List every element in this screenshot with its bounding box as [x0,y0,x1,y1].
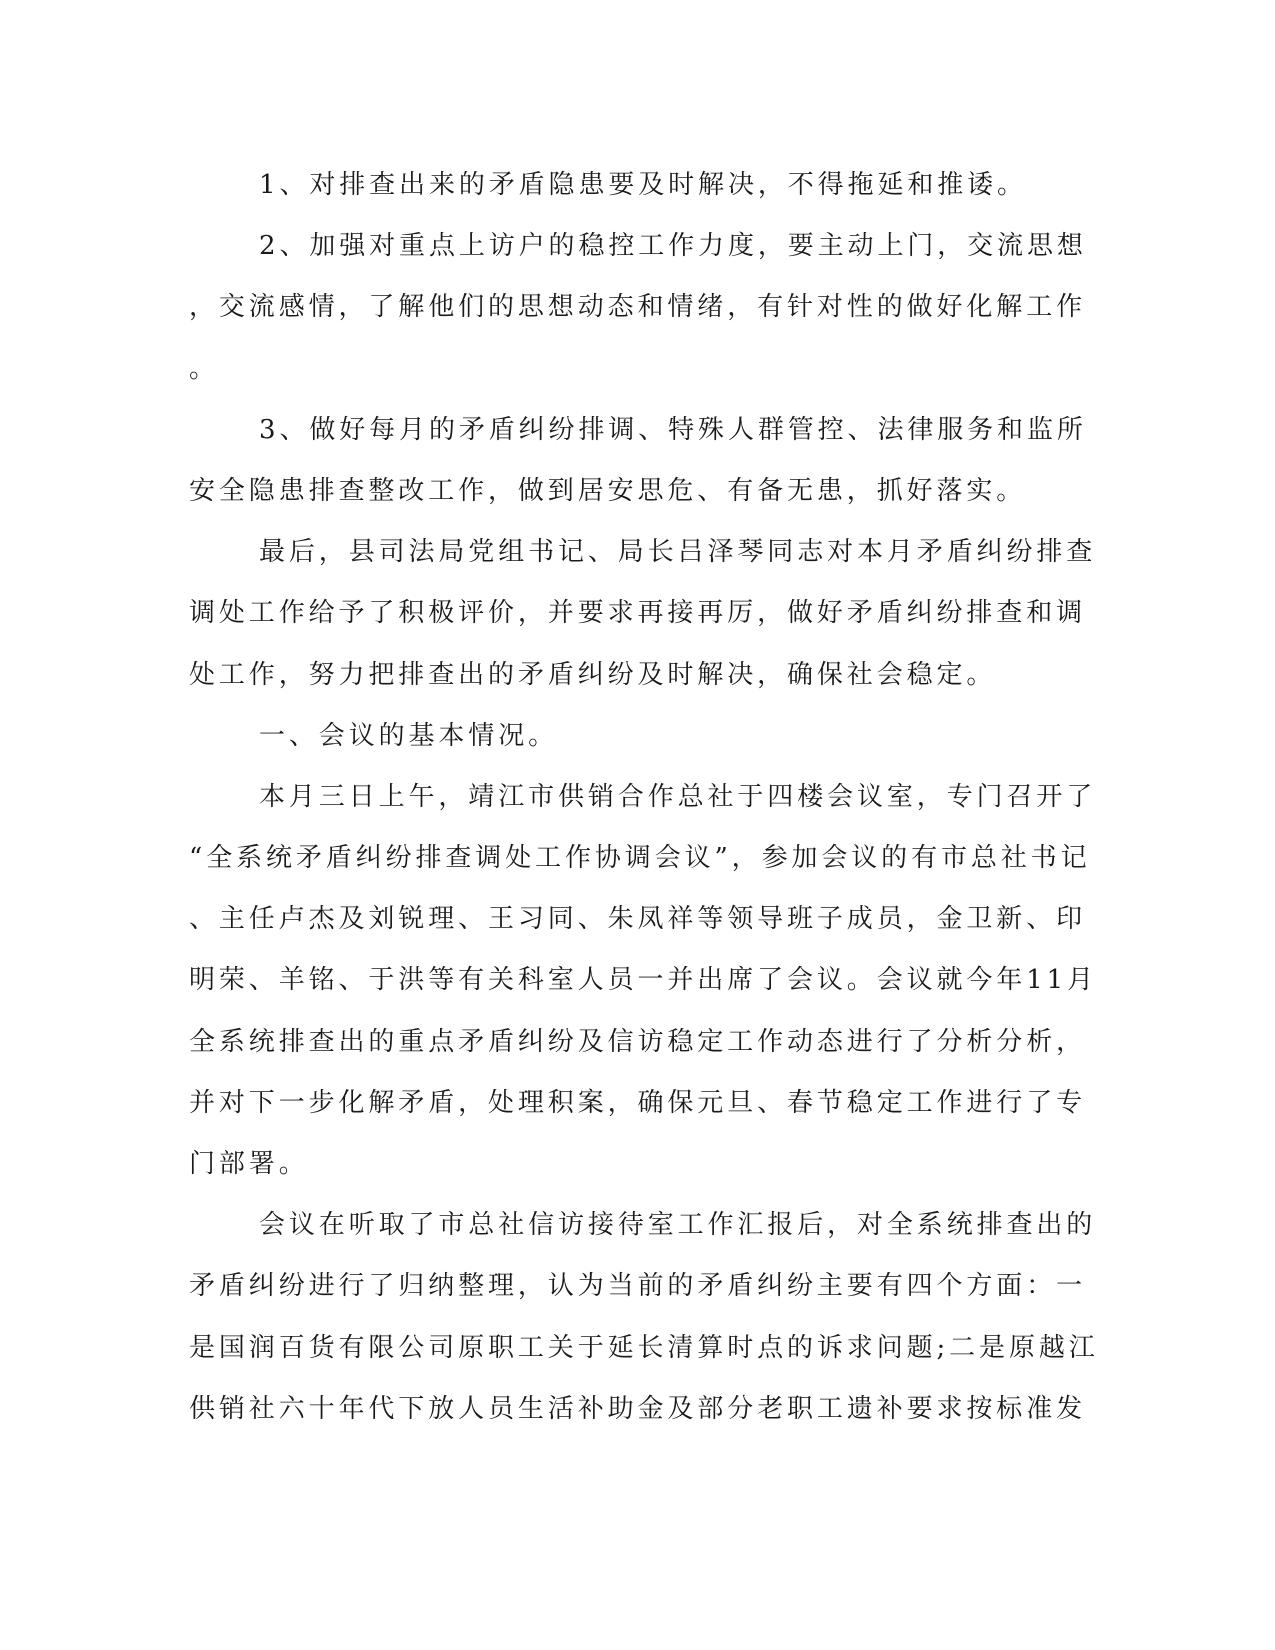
text-line: 调处工作给予了积极评价，并要求再接再厉，做好矛盾纠纷排查和调 [189,598,1087,629]
text-line: 供销社六十年代下放人员生活补助金及部分老职工遗补要求按标准发 [189,1393,1087,1424]
text-line: “全系统矛盾纠纷排查调处工作协调会议”，参加会议的有市总社书记 [189,843,1091,874]
text-line: 矛盾纠纷进行了归纳整理，认为当前的矛盾纠纷主要有四个方面：一 [189,1271,1087,1302]
text-line: 3、做好每月的矛盾纠纷排调、特殊人群管控、法律服务和监所 [259,414,1087,445]
text-line: 安全隐患排查整改工作，做到居安思危、有备无患，抓好落实。 [189,475,1027,506]
text-line: 本月三日上午，靖江市供销合作总社于四楼会议室，专门召开了 [259,781,1097,812]
section-heading: 一、会议的基本情况。 [259,720,559,751]
text-line: ，交流感情，了解他们的思想动态和情绪，有针对性的做好化解工作 [189,292,1087,323]
text-line: 最后，县司法局党组书记、局长吕泽琴同志对本月矛盾纠纷排查 [259,537,1097,568]
text-line: 处工作，努力把排查出的矛盾纠纷及时解决，确保社会稳定。 [189,659,997,690]
text-line: 门部署。 [189,1149,309,1179]
document-body [189,155,1099,1440]
text-line: 并对下一步化解矛盾，处理积案，确保元旦、春节稳定工作进行了专 [189,1087,1087,1118]
text-line: 明荣、羊铭、于洪等有关科室人员一并出席了会议。会议就今年11月 [189,965,1097,996]
text-line: 2、加强对重点上访户的稳控工作力度，要主动上门，交流思想 [259,231,1087,262]
text-line: 会议在听取了市总社信访接待室工作汇报后，对全系统排查出的 [259,1210,1097,1241]
text-line: 、主任卢杰及刘锐理、王习同、朱凤祥等领导班子成员，金卫新、印 [189,904,1087,935]
text-line: 1、对排查出来的矛盾隐患要及时解决，不得拖延和推诿。 [259,170,1027,200]
text-line: 是国润百货有限公司原职工关于延长清算时点的诉求问题;二是原越江 [189,1332,1099,1363]
text-line: 。 [189,353,219,384]
text-line: 全系统排查出的重点矛盾纠纷及信访稳定工作动态进行了分析分析， [189,1026,1087,1057]
